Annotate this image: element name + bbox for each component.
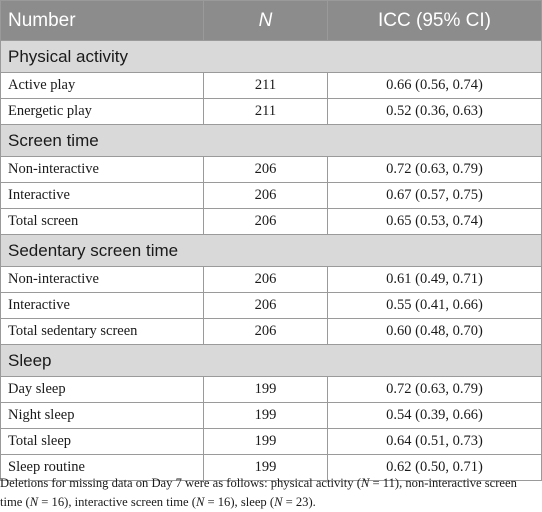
section-row (1, 41, 542, 73)
footnote-n-symbol: N (195, 495, 205, 509)
row-label: Non-interactive (1, 267, 204, 293)
row-n: 206 (204, 319, 328, 345)
table-row (1, 99, 542, 125)
table-footnote (0, 474, 540, 512)
row-label: Sleep routine (1, 455, 204, 481)
table-header (1, 1, 542, 41)
table-row (1, 319, 542, 345)
row-icc: 0.54 (0.39, 0.66) (328, 403, 542, 429)
table-row (1, 293, 542, 319)
row-icc: 0.64 (0.51, 0.73) (328, 429, 542, 455)
row-icc: 0.67 (0.57, 0.75) (328, 183, 542, 209)
row-label: Non-interactive (1, 157, 204, 183)
table-row (1, 429, 542, 455)
row-icc: 0.65 (0.53, 0.74) (328, 209, 542, 235)
row-n: 206 (204, 157, 328, 183)
section-title: Sedentary screen time (1, 235, 542, 267)
row-label: Total sleep (1, 429, 204, 455)
header-number: Number (1, 1, 204, 41)
footnote-n-symbol: N (274, 495, 283, 509)
footnote-text: = 16), sleep ( (204, 495, 275, 509)
row-label: Day sleep (1, 377, 204, 403)
footnote-text: Deletions for missing data on Day 7 were as follows: physical activity ( (0, 476, 361, 490)
row-n: 206 (204, 267, 328, 293)
row-n: 199 (204, 403, 328, 429)
row-n: 206 (204, 183, 328, 209)
footnote-text: = 11), non-interactive screen time ( (0, 476, 517, 509)
footnote-text: = 23). (282, 495, 316, 509)
table-row (1, 183, 542, 209)
table-body (1, 41, 542, 481)
row-icc: 0.72 (0.63, 0.79) (328, 157, 542, 183)
row-label: Total sedentary screen (1, 319, 204, 345)
row-n: 211 (204, 99, 328, 125)
row-n: 206 (204, 209, 328, 235)
row-n: 211 (204, 73, 328, 99)
footnote-text: = 16), interactive screen time ( (38, 495, 196, 509)
section-title: Screen time (1, 125, 542, 157)
section-title: Physical activity (1, 41, 542, 73)
table-row (1, 267, 542, 293)
footnote-n-symbol: N (360, 476, 370, 490)
row-n: 206 (204, 293, 328, 319)
row-n: 199 (204, 455, 328, 481)
row-icc: 0.55 (0.41, 0.66) (328, 293, 542, 319)
row-icc: 0.52 (0.36, 0.63) (328, 99, 542, 125)
section-row (1, 345, 542, 377)
row-label: Active play (1, 73, 204, 99)
row-icc: 0.72 (0.63, 0.79) (328, 377, 542, 403)
row-icc: 0.66 (0.56, 0.74) (328, 73, 542, 99)
table-row (1, 157, 542, 183)
table-row (1, 377, 542, 403)
table-row (1, 73, 542, 99)
header-icc: ICC (95% CI) (328, 1, 542, 41)
row-icc: 0.60 (0.48, 0.70) (328, 319, 542, 345)
table-row (1, 403, 542, 429)
section-row (1, 235, 542, 267)
row-n: 199 (204, 377, 328, 403)
header-row (1, 1, 542, 41)
footnote-n-symbol: N (29, 495, 39, 509)
row-icc: 0.61 (0.49, 0.71) (328, 267, 542, 293)
row-n: 199 (204, 429, 328, 455)
table-row (1, 209, 542, 235)
row-label: Energetic play (1, 99, 204, 125)
row-label: Interactive (1, 293, 204, 319)
row-label: Interactive (1, 183, 204, 209)
row-label: Total screen (1, 209, 204, 235)
header-n: N (204, 1, 328, 41)
row-label: Night sleep (1, 403, 204, 429)
row-icc: 0.62 (0.50, 0.71) (328, 455, 542, 481)
section-row (1, 125, 542, 157)
section-title: Sleep (1, 345, 542, 377)
